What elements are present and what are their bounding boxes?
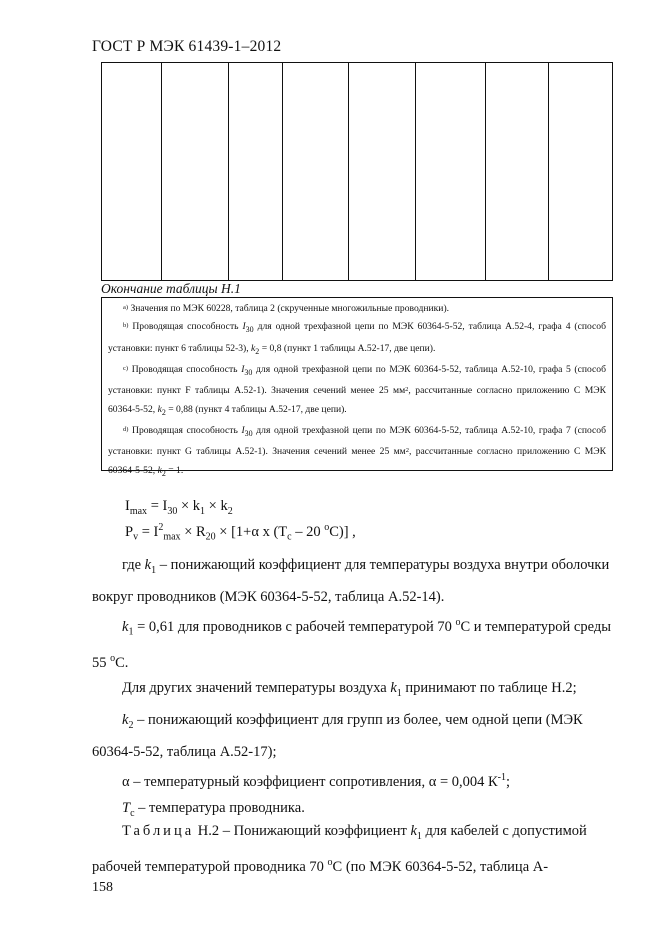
table-column (549, 63, 612, 280)
table-note: $^{d)}$ Проводящая способность $I_{30}$ для одной трехфазной цепи по МЭК 60364-5-52, таблица А.52-10, графа 7 (способ установки: пункт G таблицы А.52-1). Значения сечений менее 25 $мм^2$, рассчитанные согласно приложению С МЭК 60364-5-52, $k_2 = 1$. (108, 425, 606, 478)
paragraph: α – температурный коэффициент сопротивления, α = 0,004 $К^{-1}$; (122, 772, 511, 791)
table-column (283, 63, 349, 280)
table-column (102, 63, 162, 280)
paragraph: где $k_1$ – понижающий коэффициент для температуры воздуха внутри оболочки вокруг проводников (МЭК 60364-5-52, таблица А.52-14). (92, 557, 610, 605)
paragraph: $k_1 = 0,61$ для проводников с рабочей температурой 70 $^o$C и температурой среды 55 $^o$C. (92, 616, 611, 671)
table-column (349, 63, 416, 280)
paragraph: $T_c$ – температура проводника. (122, 800, 305, 819)
empty-table-grid (101, 62, 613, 281)
document-header: ГОСТ Р МЭК 61439-1–2012 (92, 38, 282, 55)
formula-imax: $I_{max} = I_{30} \times k_1 \times k_2$ (125, 498, 233, 517)
table-notes (101, 297, 613, 478)
table-column (416, 63, 486, 280)
table-h2-caption: Таблица Н.2 – Понижающий коэффициент $k_1$ для кабелей с допустимой рабочей температурой проводника 70 $^o$C (по МЭК 60364-5-52, таблица А- (92, 823, 587, 875)
formula-pv: $P_v = I^2_{max} \times R_{20} \times [1+\alpha$ x ($T_c - 20$ $^o$C)] , (125, 522, 356, 543)
table-note: $^{a)}$ Значения по МЭК 60228, таблица 2 (скрученные многожильные проводники). (123, 303, 450, 314)
table-column (229, 63, 284, 280)
table-note: $^{b)}$ Проводящая способность $I_{30}$ для одной трехфазной цепи по МЭК 60364-5-52, таблица А.52-4, графа 4 (способ установки: пункт 6 таблицы 52-3), $k_2 = 0,8$ (пункт 1 таблицы А.52-17, две цепи). (108, 321, 606, 356)
paragraph: $k_2$ – понижающий коэффициент для групп из более, чем одной цепи (МЭК 60364-5-52, таблица А.52-17); (92, 712, 583, 761)
body-text (92, 552, 622, 827)
table-column (486, 63, 550, 280)
table-continuation-title: Окончание таблицы Н.1 (101, 281, 241, 296)
table-note: $^{c)}$ Проводящая способность $I_{30}$ для одной трехфазной цепи по МЭК 60364-5-52, таблица А.52-10, графа 5 (способ установки: пункт F таблицы А.52-1). Значения сечений менее 25 $мм^2$, рассчитанные согласно приложению С МЭК 60364-5-52, $k_2 = 0,88$ (пункт 4 таблицы А.52-17, две цепи). (108, 364, 606, 417)
table-column (162, 63, 229, 280)
paragraph: Для других значений температуры воздуха $k_1$ принимают по таблице Н.2; (122, 680, 577, 700)
page-number: 158 (92, 880, 113, 895)
